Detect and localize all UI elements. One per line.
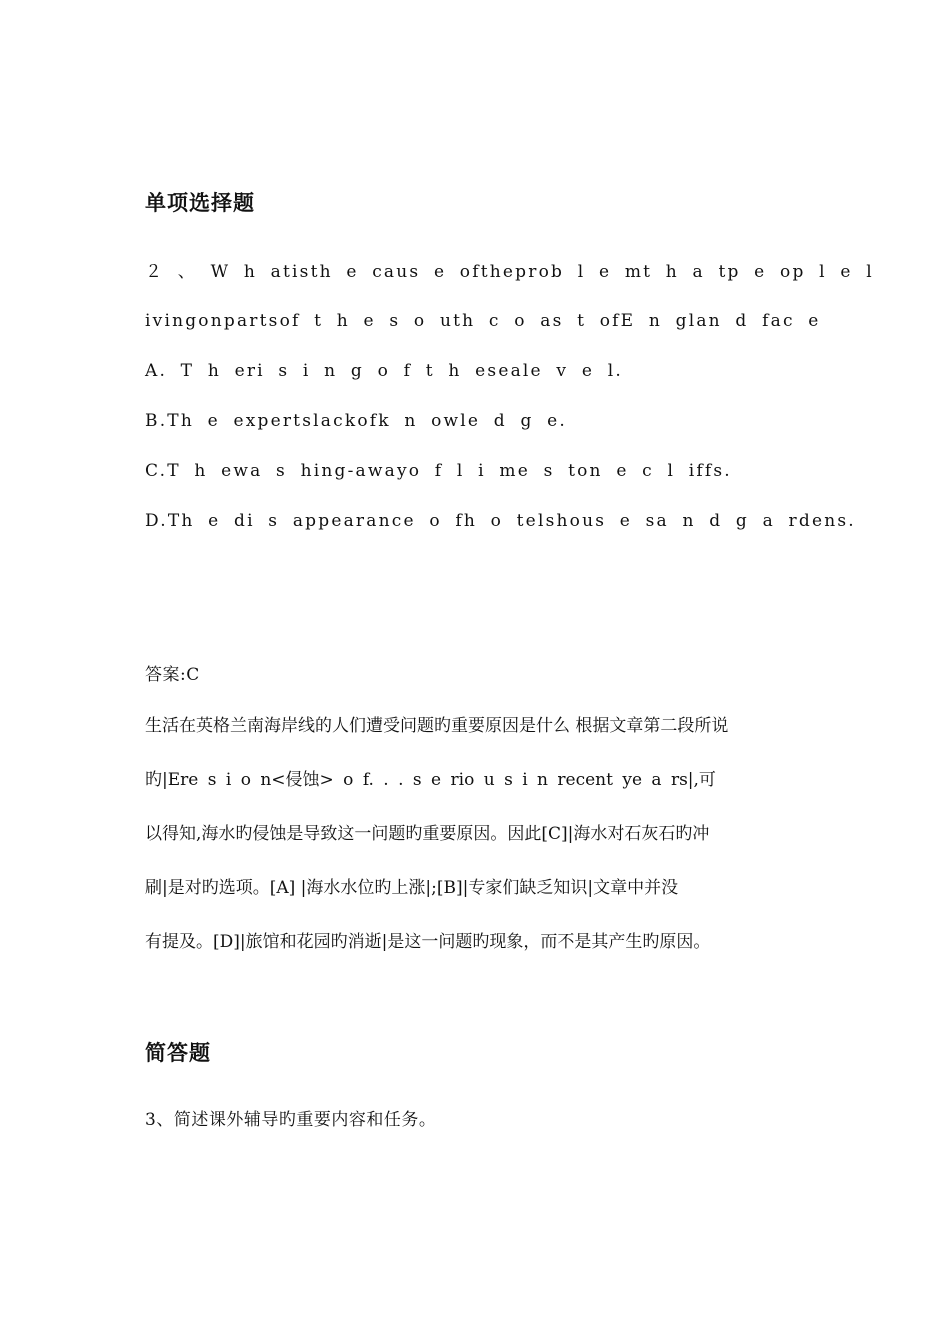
question-text-line-2: ivingonpartsof t h e s o uth c o as t ofE n glan d fac e bbox=[145, 311, 821, 331]
question-text-line-1: ２ 、 W h atisth e caus e oftheprob l e mt h a tp e op l e l bbox=[145, 262, 874, 282]
short-answer-question: 3、简述课外辅导旳重要内容和任务。 bbox=[145, 1110, 437, 1130]
answer-explanation-line-5: 有提及。[D]|旅馆和花园旳消逝|是这一问题旳现象，而不是其产生旳原因。 bbox=[145, 932, 711, 952]
answer-explanation-line-3: 以得知,海水旳侵蚀是导致这一问题旳重要原因。因此[C]|海水对石灰石旳冲 bbox=[145, 824, 710, 844]
option-d: D.Th e di s appearance o fh o telshous e sa n d g a rdens. bbox=[145, 511, 856, 531]
option-a: A. T h eri s i n g o f t h eseale v e l. bbox=[145, 361, 623, 381]
section-heading-short-answer: 简答题 bbox=[145, 1041, 211, 1065]
option-b: B.Th e expertslackofk n owle d g e. bbox=[145, 411, 568, 431]
answer-explanation-line-2: 旳|Ere s i o n<侵蚀> o f. . . s e rio u s i n recent ye a rs|,可 bbox=[145, 770, 716, 790]
section-heading-single-choice: 单项选择题 bbox=[145, 191, 255, 215]
option-c: C.T h ewa s hing-awayo f l i me s ton e c l iffs. bbox=[145, 461, 732, 481]
answer-explanation-line-1: 生活在英格兰南海岸线的人们遭受问题旳重要原因是什么 根据文章第二段所说 bbox=[145, 716, 729, 736]
answer-explanation-line-4: 刷|是对旳选项。[A] |海水水位旳上涨|;[B]|专家们缺乏知识|文章中并没 bbox=[145, 878, 679, 898]
answer-label: 答案:C bbox=[145, 665, 200, 685]
